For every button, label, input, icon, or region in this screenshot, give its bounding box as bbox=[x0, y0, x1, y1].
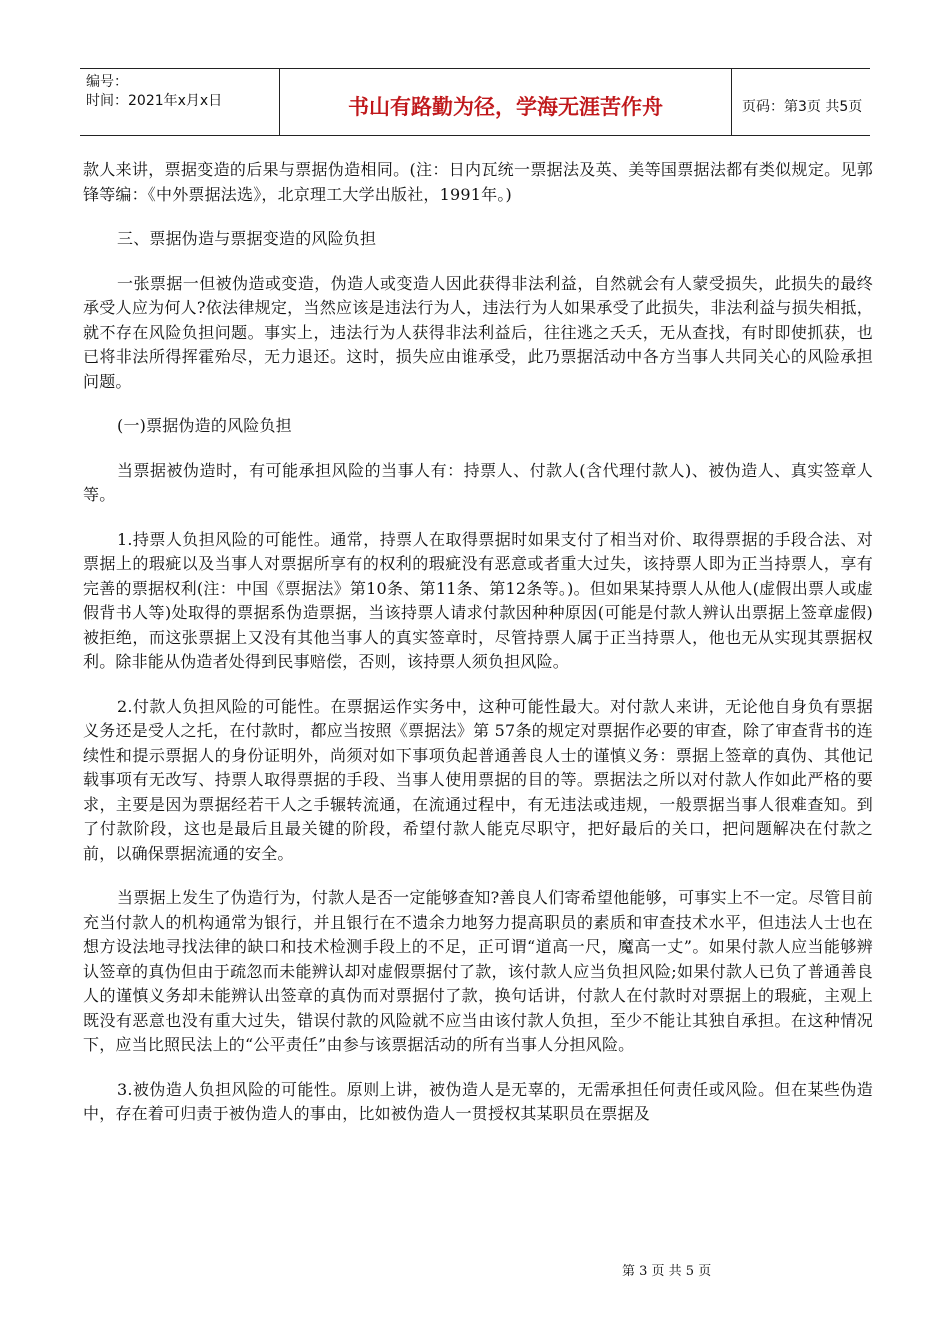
footer-page-number: 第 3 页 共 5 页 bbox=[622, 1264, 712, 1279]
header-page-info: 页码：第3页 共5页 bbox=[742, 99, 863, 115]
paragraph: 一张票据一但被伪造或变造，伪造人或变造人因此获得非法利益，自然就会有人蒙受损失，此损失的最终承受人应为何人?依法律规定，当然应该是违法行为人，违法行为人如果承受了此损失，非法利益与损失相抵，就不存在风险负担问题。事实上，违法行为人获得非法利益后，往往逃之夭夭，无从查找，有时即使抓获，也已将非法所得挥霍殆尽，无力退还。这时，损失应由谁承受，此乃票据活动中各方当事人共同关心的风险承担问题。 bbox=[83, 273, 873, 391]
paragraph: 款人来讲，票据变造的后果与票据伪造相同。(注：日内瓦统一票据法及英、美等国票据法都有类似规定。见郭锋等编：《中外票据法选》，北京理工大学出版社，1991年。) bbox=[83, 160, 873, 204]
page-header bbox=[80, 68, 870, 136]
paragraph: 1.持票人负担风险的可能性。通常，持票人在取得票据时如果支付了相当对价、取得票据的手段合法、对票据上的瑕疵以及当事人对票据所享有的权利的瑕疵没有恶意或者重大过失，该持票人即为正当持票人，享有完善的票据权利(注：中国《票据法》第10条、第11条、第12条等。)。但如果某持票人从他人(虚假出票人或虚假背书人等)处取得的票据系伪造票据，当该持票人请求付款因种种原因(可能是付款人辨认出票据上签章虚假)被拒绝，而这张票据上又没有其他当事人的真实签章时，尽管持票人属于正当持票人，他也无从实现其票据权利。除非能从伪造者处得到民事赔偿，否则，该持票人须负担风险。 bbox=[83, 529, 873, 671]
subsection-heading: (一)票据伪造的风险负担 bbox=[117, 416, 292, 435]
paragraph: 当票据被伪造时，有可能承担风险的当事人有：持票人、付款人(含代理付款人)、被伪造人、真实签章人等。 bbox=[83, 460, 873, 504]
header-meta bbox=[80, 69, 280, 135]
document-body bbox=[83, 158, 873, 1147]
paragraph: 2.付款人负担风险的可能性。在票据运作实务中，这种可能性最大。对付款人来讲，无论他自身负有票据义务还是受人之托，在付款时，都应当按照《票据法》第 57条的规定对票据作必要的审查，除了审查背书的连续性和提示票据人的身份证明外，尚须对如下事项负起普通善良人士的谨慎义务：票据上签章的真伪、其他记载事项有无改写、持票人取得票据的手段、当事人使用票据的目的等。票据法之所以对付款人作如此严格的要求，主要是因为票据经若干人之手辗转流通，在流通过程中，有无违法或违规，一般票据当事人很难查知。到了付款阶段，这也是最后且最关键的阶段，希望付款人能克尽职守，把好最后的关口，把问题解决在付款之前，以确保票据流通的安全。 bbox=[83, 696, 873, 863]
document-time-label: 时间：2021年x月x日 bbox=[86, 93, 223, 109]
paragraph: 3.被伪造人负担风险的可能性。原则上讲，被伪造人是无辜的，无需承担任何责任或风险。但在某些伪造中，存在着可归责于被伪造人的事由，比如被伪造人一贯授权其某职员在票据及 bbox=[83, 1079, 873, 1123]
page-footer bbox=[0, 1260, 950, 1280]
section-heading: 三、票据伪造与票据变造的风险负担 bbox=[117, 229, 377, 248]
document-number-label: 编号： bbox=[86, 74, 128, 90]
header-motto: 书山有路勤为径，学海无涯苦作舟 bbox=[280, 69, 732, 135]
paragraph: 当票据上发生了伪造行为，付款人是否一定能够查知?善良人们寄希望他能够，可事实上不一定。尽管目前充当付款人的机构通常为银行，并且银行在不遗余力地努力提高职员的素质和审查技术水平，但违法人士也在想方设法地寻找法律的缺口和技术检测手段上的不足，正可谓“道高一尺，魔高一丈”。如果付款人应当能够辨认签章的真伪但由于疏忽而未能辨认却对虚假票据付了款，该付款人应当负担风险;如果付款人已负了普通善良人的谨慎义务却未能辨认出签章的真伪而对票据付了款，换句话讲，付款人在付款时对票据上的瑕疵，主观上既没有恶意也没有重大过失，错误付款的风险就不应当由该付款人负担，至少不能让其独自承担。在这种情况下，应当比照民法上的“公平责任”由参与该票据活动的所有当事人分担风险。 bbox=[83, 888, 873, 1054]
